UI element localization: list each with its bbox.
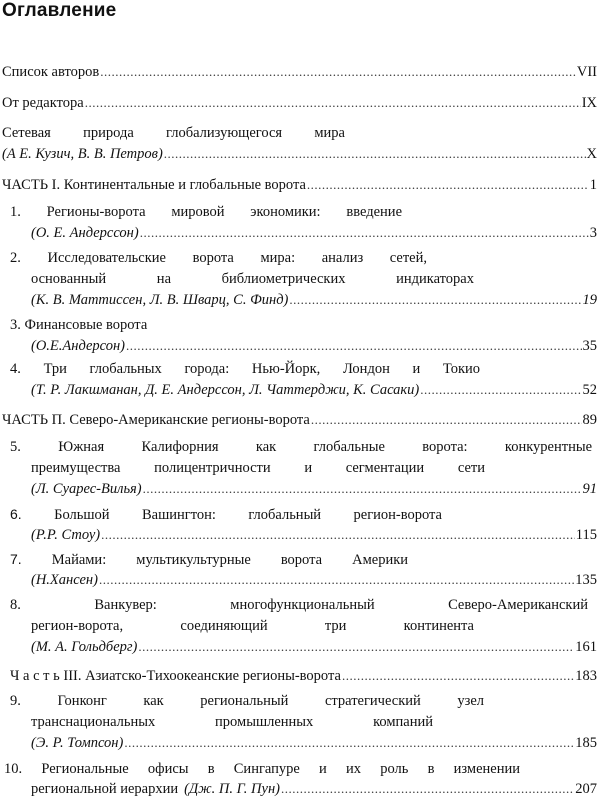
toc-entry-chapter-6[interactable] bbox=[31, 524, 597, 546]
chapter-6-title[interactable] bbox=[10, 503, 442, 525]
dot-leader bbox=[281, 778, 574, 800]
chapter-9-title[interactable] bbox=[10, 690, 484, 712]
entry-authors: (Т. Р. Лакшманан, Д. Е. Андерссон, Л. Чаттерджи, К. Сасаки) bbox=[31, 382, 420, 398]
dot-leader bbox=[124, 732, 574, 754]
chapter-3-title[interactable] bbox=[10, 314, 147, 336]
entry-authors: (Н.Хансен) bbox=[31, 572, 98, 588]
toc-part-1[interactable] bbox=[2, 174, 597, 196]
chapter-title-line: региональной иерархии bbox=[31, 781, 179, 797]
page-title: Оглавление bbox=[2, 0, 117, 21]
chapter-7-title[interactable] bbox=[10, 548, 408, 570]
dot-leader bbox=[143, 478, 582, 500]
dot-leader bbox=[85, 92, 581, 114]
toc-part-3[interactable] bbox=[10, 665, 597, 687]
chapter-number: 4. bbox=[10, 361, 21, 377]
page-number: 115 bbox=[575, 527, 597, 543]
page-number: 183 bbox=[575, 668, 597, 684]
dot-leader bbox=[140, 222, 589, 244]
chapter-number: 2. bbox=[10, 250, 21, 266]
dot-leader bbox=[164, 143, 586, 165]
part-label: Ч а с т ь III. Азиатско-Тихоокеанские регионы-ворота bbox=[10, 668, 341, 684]
toc-entry-chapter-7[interactable] bbox=[31, 569, 597, 591]
dot-leader bbox=[99, 569, 574, 591]
toc-entry-chapter-10[interactable] bbox=[31, 778, 597, 800]
page-number: 3 bbox=[589, 225, 597, 241]
chapter-title-line: Исследовательские ворота мира: анализ сетей, bbox=[47, 250, 428, 266]
dot-leader bbox=[138, 636, 574, 658]
chapter-title-line: преимущества полицентричности и сегментации сети bbox=[31, 460, 485, 476]
toc-entry-network-nature[interactable] bbox=[2, 143, 597, 165]
chapter-title-line: Большой Вашингтон: глобальный регион-ворота bbox=[54, 507, 442, 523]
toc-entry-editor[interactable] bbox=[2, 92, 597, 114]
chapter-title-line: Гонконг как региональный стратегический узел bbox=[57, 693, 484, 709]
chapter-5-title[interactable] bbox=[10, 436, 592, 458]
entry-label: Список авторов bbox=[2, 64, 100, 80]
entry-label[interactable]: Сетевая природа глобализующегося мира bbox=[2, 125, 345, 141]
entry-authors: (О.Е.Андерсон) bbox=[31, 338, 126, 354]
page-number: 19 bbox=[582, 292, 597, 308]
toc-entry-chapter-2[interactable] bbox=[31, 289, 597, 311]
entry-authors: (Э. Р. Томпсон) bbox=[31, 735, 124, 751]
page-number: 52 bbox=[582, 382, 597, 398]
page-number: VII bbox=[576, 64, 597, 80]
toc-part-2[interactable] bbox=[2, 409, 597, 431]
chapter-number: 9. bbox=[10, 693, 21, 709]
entry-authors: (Дж. П. Г. Пун) bbox=[184, 781, 280, 797]
chapter-number: 6. bbox=[10, 506, 22, 522]
page-number: IX bbox=[581, 95, 597, 111]
chapter-number: 10. bbox=[4, 761, 23, 777]
dot-leader bbox=[101, 524, 575, 546]
chapter-1-title[interactable] bbox=[10, 201, 402, 223]
entry-authors: (Л. Суарес-Вилья) bbox=[31, 481, 142, 497]
chapter-title-line: Ванкувер: многофункциональный Северо-Американский bbox=[94, 597, 588, 613]
page-number: 91 bbox=[582, 481, 597, 497]
dot-leader bbox=[289, 289, 581, 311]
page-number: 89 bbox=[582, 412, 597, 428]
dot-leader bbox=[342, 665, 574, 687]
toc-entry-chapter-3[interactable] bbox=[31, 335, 597, 357]
page-number: 1 bbox=[589, 177, 597, 193]
toc-entry-chapter-9[interactable] bbox=[31, 732, 597, 754]
dot-leader bbox=[307, 174, 589, 196]
dot-leader bbox=[100, 61, 576, 83]
part-label: ЧАСТЬ I. Континентальные и глобальные ворота bbox=[2, 177, 306, 193]
entry-label: От редактора bbox=[2, 95, 84, 111]
page-number: 207 bbox=[575, 781, 597, 797]
chapter-title-line: Майами: мультикультурные ворота Америки bbox=[51, 552, 409, 568]
chapter-title-line: Три глобальных города: Нью-Йорк, Лондон и Токио bbox=[43, 361, 481, 377]
toc-entry-authors-list[interactable] bbox=[2, 61, 597, 83]
chapter-title-line: Региональные офисы в Сингапуре и их роль в изменении bbox=[41, 761, 521, 777]
page-number: 135 bbox=[575, 572, 597, 588]
chapter-number: 7. bbox=[10, 551, 22, 567]
entry-authors: (О. Е. Андерссон) bbox=[31, 225, 139, 241]
chapter-title-line: регион-ворота, соединяющий три континента bbox=[31, 618, 474, 634]
toc-entry-chapter-1[interactable] bbox=[31, 222, 597, 244]
page-number: 185 bbox=[575, 735, 597, 751]
entry-authors: (М. А. Гольдберг) bbox=[31, 639, 138, 655]
page-number: X bbox=[586, 146, 597, 162]
chapter-title-line: Финансовые ворота bbox=[24, 317, 148, 333]
toc-entry-chapter-4[interactable] bbox=[31, 379, 597, 401]
chapter-title-line: основанный на библиометрических индикаторах bbox=[31, 271, 474, 287]
chapter-2-title[interactable] bbox=[10, 247, 427, 269]
page-number: 161 bbox=[575, 639, 597, 655]
page-number: 35 bbox=[582, 338, 597, 354]
chapter-8-title[interactable] bbox=[10, 594, 588, 616]
dot-leader bbox=[126, 335, 581, 357]
part-label: ЧАСТЬ П. Северо-Американские регионы-ворота bbox=[2, 412, 310, 428]
toc-entry-chapter-8[interactable] bbox=[31, 636, 597, 658]
toc-entry-chapter-5[interactable] bbox=[31, 478, 597, 500]
entry-authors: (К. В. Маттиссен, Л. В. Шварц, С. Финд) bbox=[31, 292, 289, 308]
chapter-4-title[interactable] bbox=[10, 358, 480, 380]
entry-authors: (Р.Р. Стоу) bbox=[31, 527, 101, 543]
chapter-10-title[interactable] bbox=[4, 758, 520, 780]
chapter-title-line: Южная Калифорния как глобальные ворота: конкурентные bbox=[58, 439, 593, 455]
entry-authors: (А Е. Кузич, В. В. Петров) bbox=[2, 146, 163, 162]
dot-leader bbox=[311, 409, 582, 431]
chapter-title-line: транснациональных промышленных компаний bbox=[31, 714, 433, 730]
chapter-number: 3. bbox=[10, 317, 21, 333]
chapter-title-line: Регионы-ворота мировой экономики: введение bbox=[46, 204, 403, 220]
chapter-number: 5. bbox=[10, 439, 21, 455]
chapter-number: 8. bbox=[10, 597, 21, 613]
dot-leader bbox=[420, 379, 581, 401]
chapter-number: 1. bbox=[10, 204, 21, 220]
